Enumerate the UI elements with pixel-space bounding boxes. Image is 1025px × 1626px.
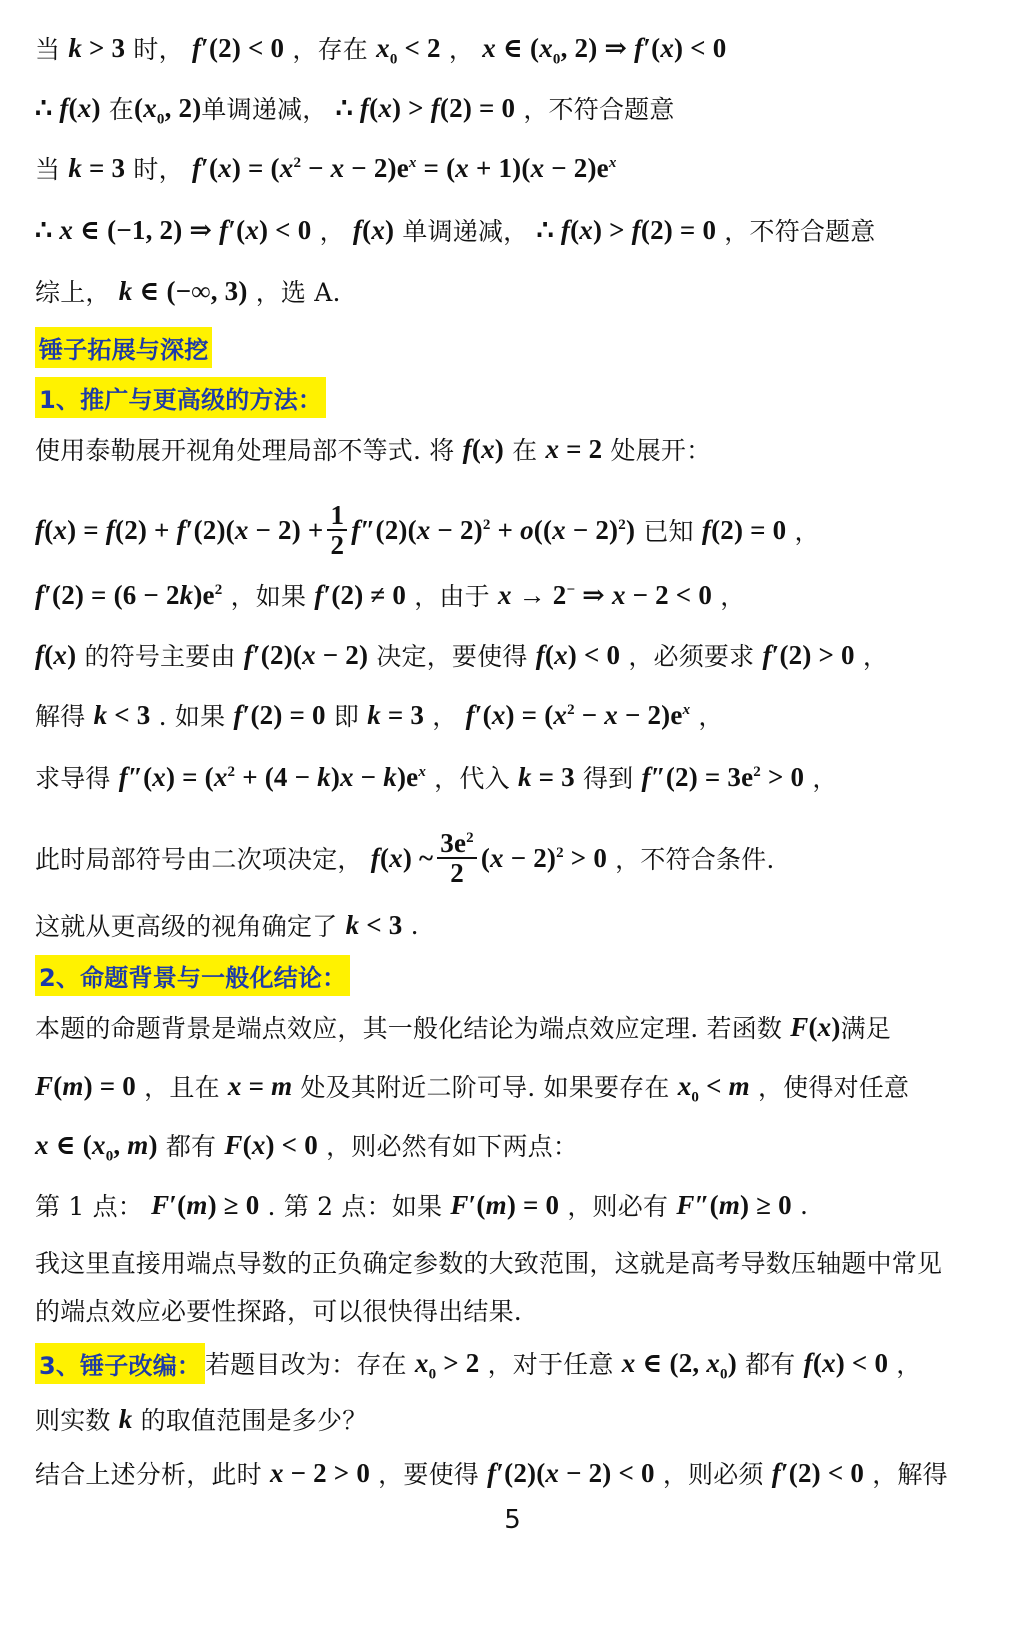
- text-line-8: 使用泰勒展开视角处理局部不等式. 将 f(x) 在 x = 2 处展开：: [35, 433, 712, 465]
- text-line-2: ∴ f(x) 在 ($x_0$, 2) 单调递减， ∴ f(x) > f(2) = 0 ，不符合题意: [35, 92, 675, 127]
- text-line-19: x ∈ ($x_0$, m) 都有 F(x) < 0 ，则必然有如下两点：: [35, 1129, 579, 1164]
- text-line-3: 当 k = 3 时， $f'(x) = (x^2 - x - 2)e^x = (x + 1)(x - 2)e^x$: [35, 152, 617, 184]
- section-heading-2: 2、命题背景与一般化结论：: [35, 950, 995, 1000]
- text-line-20: 第 1 点： F′(m) ≥ 0 . 第 2 点：如果 F′(m) = 0 ，则必有 F″(m) ≥ 0 .: [35, 1189, 809, 1221]
- text-line-10: $f'(2) = (6 - 2k)e^2$ ，如果 f′(2) ≠ 0 ，由于 x → 2− ⇒ x − 2 < 0 ，: [35, 579, 746, 611]
- section-heading-hammer: 锤子拓展与深挖: [35, 322, 995, 372]
- text-line-24: 则实数 k 的取值范围是多少？: [35, 1403, 368, 1435]
- page-number: 5: [504, 1505, 521, 1535]
- text-line-21: 我这里直接用端点导数的正负确定参数的大致范围，这就是高考导数压轴题中常见: [35, 1249, 943, 1278]
- text-line-1: 当 k > 3 时， f′(2) < 0 ，存在 $x_0 < 2$ ， x ∈ ($x_0$, 2) ⇒ f′(x) < 0: [35, 32, 727, 67]
- text-line-25: 结合上述分析，此时 x − 2 > 0 ，要使得 f′(2)(x − 2) < 0 ，则必须 f′(2) < 0 ，解得: [35, 1457, 948, 1489]
- text-line-23: 3、锤子改编： 若题目改为：存在 $x_0 > 2$ ，对于任意 x ∈ (2, $x_0$) 都有 f(x) < 0 ，: [35, 1338, 995, 1388]
- text-line-18: F(m) = 0 ，且在 x = m 处及其附近二阶可导. 如果要存在 $x_0 < m$ ，使得对任意: [35, 1070, 910, 1105]
- text-line-17: 本题的命题背景是端点效应，其一般化结论为端点效应定理. 若函数 F(x) 满足: [35, 1011, 891, 1043]
- text-line-15: 这就从更高级的视角确定了 k < 3 .: [35, 909, 419, 941]
- text-line-9: f(x) = f(2) + f′(2)(x − 2) + $\frac{1}{2}$ $f''(2)(x - 2)^2 + o((x - 2)^2)$ 已知 f(2) = 0 ，: [35, 499, 820, 560]
- text-line-13: 求导得 $f''(x) = (x^2 + (4 - k)x - k)e^x$ ，代入 k = 3 得到 $f''(2) = 3e^2 > 0$ ，: [35, 761, 838, 793]
- text-line-22: 的端点效应必要性探路，可以很快得出结果.: [35, 1297, 522, 1326]
- text-line-11: f(x) 的符号主要由 f′(2)(x − 2) 决定，要使得 f(x) < 0 ，必须要求 f′(2) > 0 ，: [35, 639, 889, 671]
- text-line-14: 此时局部符号由二次项决定， f(x) ~ $\frac{3e^2}{2}$ $(x - 2)^2 > 0$ ，不符合条件.: [35, 827, 775, 888]
- text-line-5: 综上， k ∈ (−∞, 3) ，选 A.: [35, 275, 341, 307]
- section-heading-3: 3、锤子改编：: [35, 1343, 205, 1384]
- text-line-12: 解得 k < 3 . 如果 f′(2) = 0 即 k = 3 ， $f'(x) = (x^2 - x - 2)e^x$ ，: [35, 699, 724, 731]
- text-line-4: ∴ x ∈ (−1, 2) ⇒ f′(x) < 0 ， f(x) 单调递减， ∴ f(x) > f(2) = 0 ，不符合题意: [35, 214, 876, 246]
- section-heading-1: 1、推广与更高级的方法：: [35, 372, 995, 422]
